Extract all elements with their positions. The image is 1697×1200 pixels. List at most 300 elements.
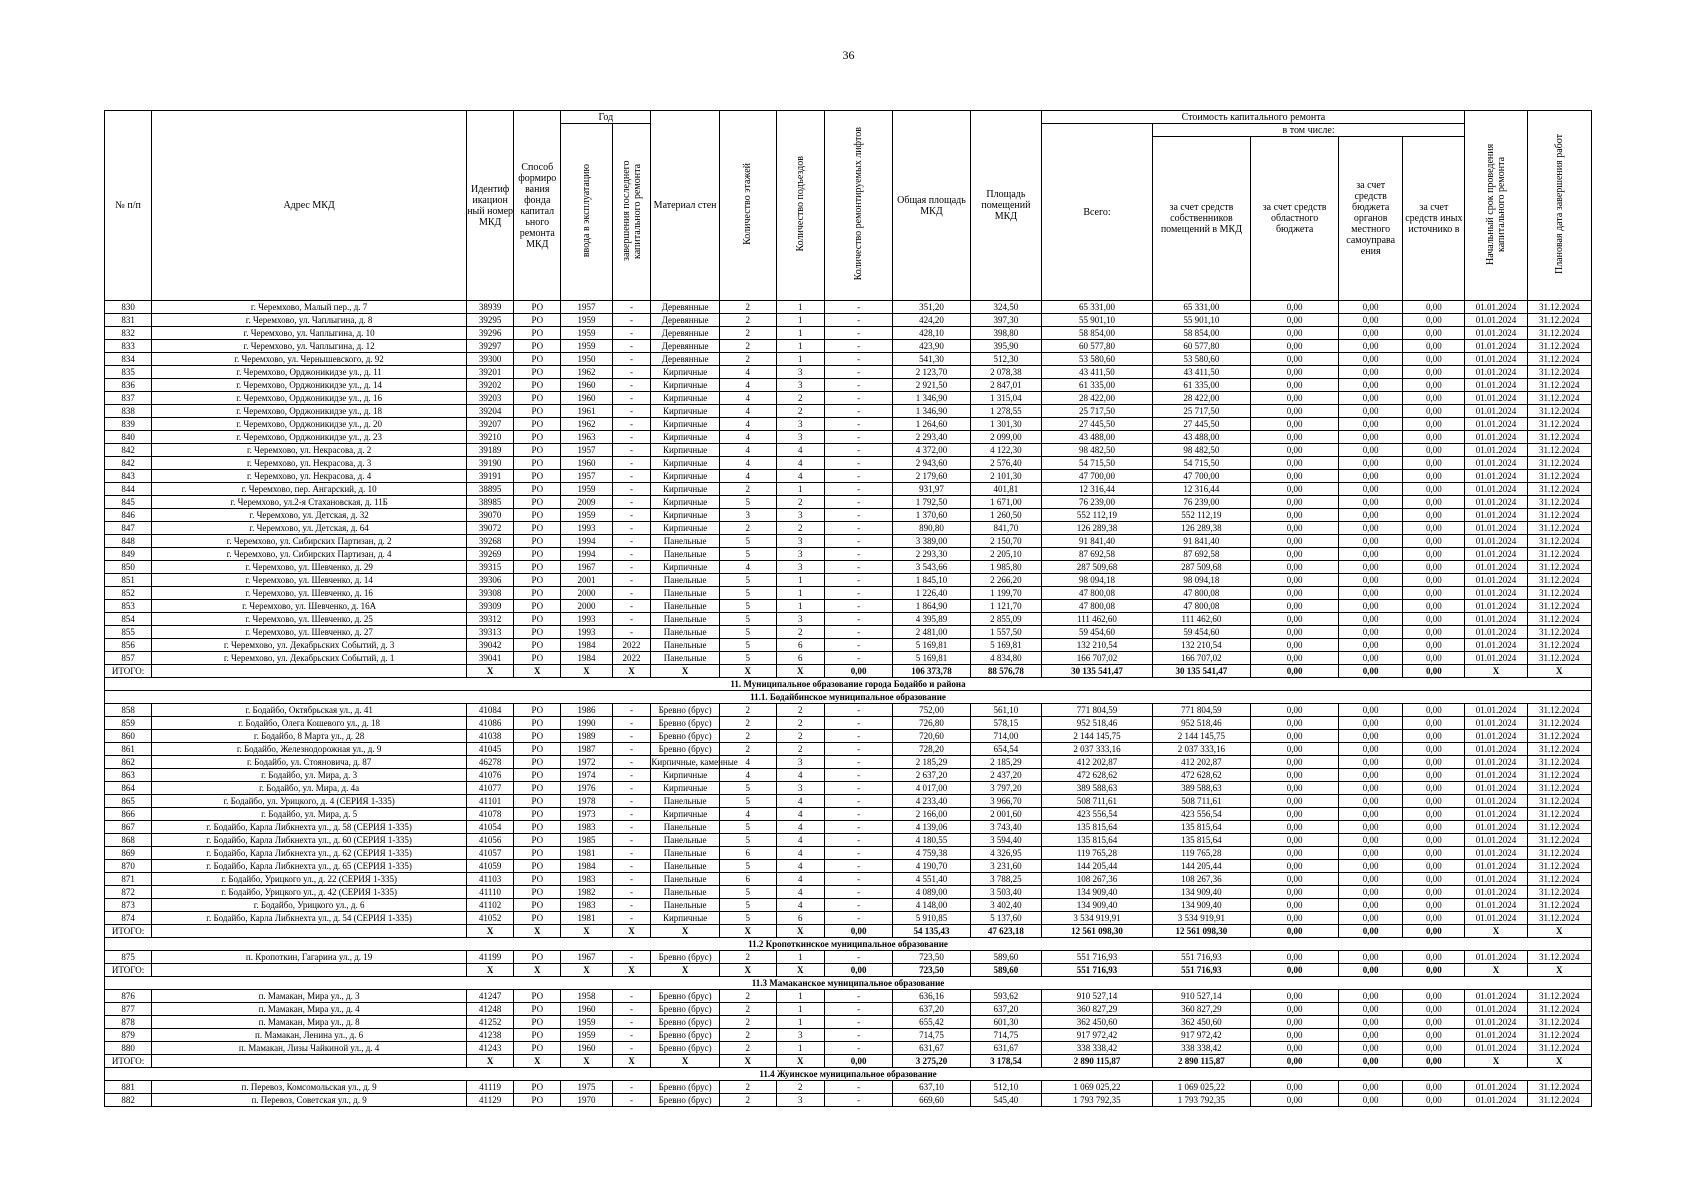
table-cell: 472 628,62 (1152, 769, 1251, 782)
table-cell: 3 (719, 509, 776, 522)
table-row (105, 340, 1592, 353)
table-cell: - (824, 704, 893, 717)
total-row (105, 964, 1592, 977)
table-cell: 39070 (467, 509, 514, 522)
table-cell: 59 454,60 (1042, 626, 1152, 639)
table-cell: 54 715,50 (1152, 457, 1251, 470)
table-cell: 0,00 (1251, 483, 1339, 496)
table-cell: 0,00 (1339, 535, 1403, 548)
table-cell: г. Бодайбо, Карла Либкнехта ул., д. 60 (СЕРИЯ 1-335) (152, 834, 467, 847)
table-cell: - (824, 730, 893, 743)
table-cell: РО (514, 483, 561, 496)
table-cell: - (612, 418, 651, 431)
table-cell: 31.12.2024 (1527, 457, 1591, 470)
table-cell: 0,00 (1339, 366, 1403, 379)
table-cell: РО (514, 990, 561, 1003)
header-num: № п/п (105, 111, 152, 301)
table-cell: 859 (105, 717, 152, 730)
table-cell: 0,00 (1251, 782, 1339, 795)
table-row (105, 808, 1592, 821)
table-row (105, 795, 1592, 808)
table-cell: 39041 (467, 652, 514, 665)
table-cell: 01.01.2024 (1465, 1042, 1527, 1055)
table-cell: г. Черемхово, ул. Шевченко, д. 29 (152, 561, 467, 574)
table-cell: 01.01.2024 (1465, 886, 1527, 899)
table-cell: 551 716,93 (1042, 951, 1152, 964)
table-cell: 4 233,40 (893, 795, 970, 808)
table-cell: 881 (105, 1081, 152, 1094)
table-cell: 637,20 (970, 1003, 1042, 1016)
table-cell: п. Перевоз, Советская ул., д. 9 (152, 1094, 467, 1107)
table-cell: 4 (776, 834, 824, 847)
table-cell: 0,00 (1339, 756, 1403, 769)
table-cell: 01.01.2024 (1465, 1016, 1527, 1029)
table-cell: 144 205,44 (1152, 860, 1251, 873)
table-cell: - (612, 899, 651, 912)
table-cell: 0,00 (1403, 418, 1465, 431)
table-cell: 714,75 (893, 1029, 970, 1042)
table-cell: 31.12.2024 (1527, 353, 1591, 366)
table-cell: - (612, 327, 651, 340)
table-cell: г. Бодайбо, 8 Марта ул., д. 28 (152, 730, 467, 743)
table-cell: 4 (776, 470, 824, 483)
table-cell: 1973 (561, 808, 612, 821)
table-cell: 41054 (467, 821, 514, 834)
table-cell: 0,00 (1403, 795, 1465, 808)
table-cell: 01.01.2024 (1465, 405, 1527, 418)
table-cell: X (514, 665, 561, 678)
table-cell: Кирпичные (651, 522, 720, 535)
table-cell: 4 139,06 (893, 821, 970, 834)
table-cell: 412 202,87 (1152, 756, 1251, 769)
table-cell: г. Черемхово, ул. Чаплыгина, д. 12 (152, 340, 467, 353)
table-cell: 852 (105, 587, 152, 600)
table-cell: 31.12.2024 (1527, 1042, 1591, 1055)
table-cell: 3 966,70 (970, 795, 1042, 808)
table-row (105, 587, 1592, 600)
table-row (105, 314, 1592, 327)
table-cell: 76 239,00 (1042, 496, 1152, 509)
table-cell: - (612, 626, 651, 639)
table-cell: 0,00 (1339, 821, 1403, 834)
table-cell: - (824, 509, 893, 522)
table-cell: 917 972,42 (1152, 1029, 1251, 1042)
table-cell: 0,00 (1251, 769, 1339, 782)
table-cell: 2 (719, 951, 776, 964)
table-cell: 31.12.2024 (1527, 444, 1591, 457)
table-cell: г. Черемхово, ул. Некрасова, д. 4 (152, 470, 467, 483)
table-cell: РО (514, 418, 561, 431)
table-cell: 54 715,50 (1042, 457, 1152, 470)
table-cell: Бревно (брус) (651, 1081, 720, 1094)
table-cell: 1 069 025,22 (1042, 1081, 1152, 1094)
table-cell: 512,30 (970, 353, 1042, 366)
table-cell: 5 137,60 (970, 912, 1042, 925)
table-cell: Панельные (651, 587, 720, 600)
table-cell: - (824, 353, 893, 366)
table-cell: 134 909,40 (1152, 899, 1251, 912)
table-cell: 1 (776, 353, 824, 366)
table-cell: 0,00 (1251, 353, 1339, 366)
table-cell: - (612, 1094, 651, 1107)
section-title: 11.1. Бодайбинское муниципальное образование (105, 691, 1592, 704)
table-cell: 0,00 (824, 665, 893, 678)
table-cell: 65 331,00 (1152, 301, 1251, 314)
header-god: Год (561, 111, 651, 124)
table-cell: 3 402,40 (970, 899, 1042, 912)
table-cell: 424,20 (893, 314, 970, 327)
table-cell: 1 793 792,35 (1152, 1094, 1251, 1107)
table-cell: 01.01.2024 (1465, 808, 1527, 821)
table-header (105, 111, 1592, 301)
table-cell: 2 (719, 990, 776, 1003)
table-cell: - (824, 652, 893, 665)
table-cell: 2 (719, 1029, 776, 1042)
table-cell: 39203 (467, 392, 514, 405)
table-cell: 0,00 (1403, 964, 1465, 977)
table-cell: 1 370,60 (893, 509, 970, 522)
table-cell: 1981 (561, 912, 612, 925)
table-row (105, 301, 1592, 314)
table-cell: - (824, 756, 893, 769)
table-cell: 1989 (561, 730, 612, 743)
table-cell: 3 788,25 (970, 873, 1042, 886)
table-cell: 3 743,40 (970, 821, 1042, 834)
table-cell: - (824, 561, 893, 574)
table-cell: 2 (776, 496, 824, 509)
table-cell: 0,00 (1251, 899, 1339, 912)
table-cell (152, 964, 467, 977)
table-cell: 01.01.2024 (1465, 1003, 1527, 1016)
table-cell: РО (514, 522, 561, 535)
table-cell: г. Черемхово, Малый пер., д. 7 (152, 301, 467, 314)
table-cell: 4 (776, 847, 824, 860)
table-cell: X (561, 665, 612, 678)
table-cell: - (824, 769, 893, 782)
table-cell: Панельные (651, 860, 720, 873)
table-cell: 861 (105, 743, 152, 756)
table-cell: 0,00 (1251, 652, 1339, 665)
table-cell: 132 210,54 (1152, 639, 1251, 652)
table-cell: - (824, 717, 893, 730)
table-cell: - (612, 1081, 651, 1094)
table-cell: 01.01.2024 (1465, 483, 1527, 496)
table-cell: 0,00 (1339, 457, 1403, 470)
table-cell: 27 445,50 (1042, 418, 1152, 431)
table-cell: 47 700,00 (1042, 470, 1152, 483)
table-cell: 714,00 (970, 730, 1042, 743)
table-cell: г. Черемхово, ул. Декабрьских Событий, д. 1 (152, 652, 467, 665)
table-cell: 31.12.2024 (1527, 535, 1591, 548)
table-cell: 31.12.2024 (1527, 821, 1591, 834)
table-cell: Бревно (брус) (651, 1094, 720, 1107)
table-cell: 31.12.2024 (1527, 548, 1591, 561)
table-cell: 637,10 (893, 1081, 970, 1094)
table-cell: 0,00 (1339, 1081, 1403, 1094)
table-cell: 0,00 (1339, 548, 1403, 561)
table-cell: 1959 (561, 340, 612, 353)
table-cell: 4 (719, 808, 776, 821)
table-cell: 839 (105, 418, 152, 431)
table-cell: 61 335,00 (1042, 379, 1152, 392)
table-cell: 41238 (467, 1029, 514, 1042)
table-cell: 508 711,61 (1042, 795, 1152, 808)
table-cell: 01.01.2024 (1465, 704, 1527, 717)
table-cell: 1960 (561, 392, 612, 405)
table-cell: 5 (719, 860, 776, 873)
table-cell: - (824, 1029, 893, 1042)
table-cell: 4 122,30 (970, 444, 1042, 457)
table-cell: - (612, 860, 651, 873)
table-cell: 860 (105, 730, 152, 743)
table-cell: X (719, 925, 776, 938)
table-cell: Бревно (брус) (651, 1029, 720, 1042)
table-cell: 4 834,80 (970, 652, 1042, 665)
table-cell: 98 094,18 (1152, 574, 1251, 587)
table-cell: 39313 (467, 626, 514, 639)
table-row (105, 912, 1592, 925)
table-cell: 1958 (561, 990, 612, 1003)
table-cell: 4 (719, 561, 776, 574)
table-cell: 01.01.2024 (1465, 535, 1527, 548)
table-cell: - (612, 470, 651, 483)
table-cell: 25 717,50 (1152, 405, 1251, 418)
table-cell: 2 (719, 353, 776, 366)
table-cell: 0,00 (1251, 340, 1339, 353)
table-cell: 30 135 541,47 (1152, 665, 1251, 678)
table-cell: 31.12.2024 (1527, 1016, 1591, 1029)
table-cell: 0,00 (1403, 782, 1465, 795)
table-cell: Кирпичные (651, 509, 720, 522)
table-cell: 54 135,43 (893, 925, 970, 938)
table-cell: 0,00 (824, 964, 893, 977)
table-cell: г. Бодайбо, ул. Мира, д. 3 (152, 769, 467, 782)
table-row (105, 1081, 1592, 1094)
repair-table-container (104, 110, 1592, 1107)
table-cell: 578,15 (970, 717, 1042, 730)
table-cell: 0,00 (1339, 1029, 1403, 1042)
table-cell: 0,00 (1339, 990, 1403, 1003)
table-cell: 0,00 (1339, 717, 1403, 730)
table-cell: 1 226,40 (893, 587, 970, 600)
table-cell: РО (514, 405, 561, 418)
table-cell: 41243 (467, 1042, 514, 1055)
table-cell: 0,00 (1251, 964, 1339, 977)
table-cell: 1 845,10 (893, 574, 970, 587)
table-cell: 132 210,54 (1042, 639, 1152, 652)
table-cell: 3 (776, 548, 824, 561)
table-cell: X (1465, 925, 1527, 938)
table-cell: X (467, 964, 514, 977)
table-cell: 2022 (612, 652, 651, 665)
table-cell: Деревянные (651, 327, 720, 340)
table-cell: 5 (719, 912, 776, 925)
table-cell: РО (514, 834, 561, 847)
table-cell: 39306 (467, 574, 514, 587)
table-cell: 551 716,93 (1152, 951, 1251, 964)
table-cell: РО (514, 314, 561, 327)
table-cell: 2 (776, 392, 824, 405)
table-cell: 0,00 (1339, 808, 1403, 821)
table-cell: 91 841,40 (1152, 535, 1251, 548)
table-cell: 0,00 (1251, 587, 1339, 600)
table-cell: 76 239,00 (1152, 496, 1251, 509)
table-cell: 2 185,29 (970, 756, 1042, 769)
table-cell: 3 534 919,91 (1042, 912, 1152, 925)
table-cell: г. Бодайбо, Карла Либкнехта ул., д. 65 (СЕРИЯ 1-335) (152, 860, 467, 873)
table-cell: 0,00 (1339, 730, 1403, 743)
table-cell: 831 (105, 314, 152, 327)
table-cell: 0,00 (1403, 1003, 1465, 1016)
table-cell: РО (514, 444, 561, 457)
table-cell: Кирпичные (651, 782, 720, 795)
table-cell: 01.01.2024 (1465, 847, 1527, 860)
table-cell: 0,00 (1251, 574, 1339, 587)
table-cell: 917 972,42 (1042, 1029, 1152, 1042)
table-cell: 1993 (561, 626, 612, 639)
table-cell: 4 148,00 (893, 899, 970, 912)
table-cell: 593,62 (970, 990, 1042, 1003)
table-cell: - (612, 535, 651, 548)
table-cell: г. Черемхово, пер. Ангарский, д. 10 (152, 483, 467, 496)
table-cell: 723,50 (893, 951, 970, 964)
table-cell: 2 (719, 340, 776, 353)
table-cell: г. Черемхово, ул. Шевченко, д. 27 (152, 626, 467, 639)
table-cell: Кирпичные (651, 808, 720, 821)
table-cell: 858 (105, 704, 152, 717)
table-cell: 41129 (467, 1094, 514, 1107)
table-cell: - (612, 795, 651, 808)
table-cell: 31.12.2024 (1527, 392, 1591, 405)
table-cell: 0,00 (1403, 496, 1465, 509)
table-cell: 855 (105, 626, 152, 639)
table-cell: X (467, 665, 514, 678)
header-cost-total: Всего: (1042, 124, 1152, 301)
table-row (105, 405, 1592, 418)
table-cell: 869 (105, 847, 152, 860)
table-cell: 12 561 098,30 (1042, 925, 1152, 938)
table-cell: - (824, 470, 893, 483)
table-cell: X (1527, 1055, 1591, 1068)
table-cell: 4 (719, 379, 776, 392)
table-cell: 0,00 (1251, 470, 1339, 483)
table-cell: 4 180,55 (893, 834, 970, 847)
table-cell: 1 (776, 483, 824, 496)
table-cell: 1957 (561, 444, 612, 457)
table-cell: РО (514, 340, 561, 353)
table-cell: 0,00 (1403, 1016, 1465, 1029)
table-cell: 0,00 (1403, 509, 1465, 522)
table-cell: РО (514, 886, 561, 899)
table-cell: 31.12.2024 (1527, 600, 1591, 613)
table-cell: 2 078,38 (970, 366, 1042, 379)
table-cell: 0,00 (1339, 340, 1403, 353)
table-cell: 561,10 (970, 704, 1042, 717)
section-title: 11.2 Кропоткинское муниципальное образование (105, 938, 1592, 951)
table-cell: 01.01.2024 (1465, 613, 1527, 626)
table-cell: 01.01.2024 (1465, 951, 1527, 964)
table-cell: Кирпичные (651, 405, 720, 418)
table-cell: X (467, 925, 514, 938)
table-cell: 4 (719, 431, 776, 444)
table-cell: г. Бодайбо, ул. Мира, д. 5 (152, 808, 467, 821)
table-row (105, 704, 1592, 717)
table-cell: X (1465, 1055, 1527, 1068)
table-cell: РО (514, 769, 561, 782)
table-cell: 397,30 (970, 314, 1042, 327)
header-method: Способ формиро вания фонда капитал ьного ремонта МКД (514, 111, 561, 301)
table-cell: X (1465, 665, 1527, 678)
table-cell: 1990 (561, 717, 612, 730)
table-cell: - (612, 951, 651, 964)
table-cell: Панельные (651, 847, 720, 860)
table-cell: - (824, 1081, 893, 1094)
table-cell: 880 (105, 1042, 152, 1055)
table-cell: 30 135 541,47 (1042, 665, 1152, 678)
table-cell: 0,00 (1339, 613, 1403, 626)
table-cell: 31.12.2024 (1527, 1003, 1591, 1016)
table-cell: 3 (776, 366, 824, 379)
table-cell: 2 (719, 522, 776, 535)
table-cell: 910 527,14 (1042, 990, 1152, 1003)
table-cell: 636,16 (893, 990, 970, 1003)
table-cell: 39268 (467, 535, 514, 548)
table-cell: Панельные (651, 821, 720, 834)
table-cell: - (824, 899, 893, 912)
table-cell: 1993 (561, 613, 612, 626)
table-cell: 868 (105, 834, 152, 847)
table-cell: Панельные (651, 886, 720, 899)
table-cell: 39309 (467, 600, 514, 613)
table-cell: РО (514, 301, 561, 314)
table-cell: 4 759,38 (893, 847, 970, 860)
table-cell: 423 556,54 (1042, 808, 1152, 821)
table-cell: - (612, 314, 651, 327)
table-cell: 01.01.2024 (1465, 392, 1527, 405)
table-cell: - (824, 639, 893, 652)
table-cell: г. Бодайбо, Октябрьская ул., д. 41 (152, 704, 467, 717)
table-cell: 39042 (467, 639, 514, 652)
table-cell: - (824, 574, 893, 587)
table-row (105, 1029, 1592, 1042)
table-cell: 31.12.2024 (1527, 990, 1591, 1003)
table-cell: 4 (719, 457, 776, 470)
table-cell: РО (514, 548, 561, 561)
table-cell: Бревно (брус) (651, 730, 720, 743)
table-cell: 01.01.2024 (1465, 990, 1527, 1003)
table-cell: 1957 (561, 301, 612, 314)
table-row (105, 717, 1592, 730)
table-cell: РО (514, 574, 561, 587)
table-cell: - (612, 912, 651, 925)
table-cell: 1960 (561, 457, 612, 470)
table-cell: 2 943,60 (893, 457, 970, 470)
table-row (105, 860, 1592, 873)
table-cell: 47 800,08 (1152, 587, 1251, 600)
table-cell: 5 (719, 899, 776, 912)
table-cell: 38985 (467, 496, 514, 509)
table-cell: 3 178,54 (970, 1055, 1042, 1068)
table-cell: 771 804,59 (1042, 704, 1152, 717)
table-cell: 843 (105, 470, 152, 483)
table-cell: 126 289,38 (1042, 522, 1152, 535)
table-cell: 0,00 (1339, 912, 1403, 925)
table-cell: 01.01.2024 (1465, 899, 1527, 912)
table-cell: Панельные (651, 535, 720, 548)
table-cell: Бревно (брус) (651, 1016, 720, 1029)
table-cell: 0,00 (1403, 405, 1465, 418)
table-cell: 2000 (561, 587, 612, 600)
